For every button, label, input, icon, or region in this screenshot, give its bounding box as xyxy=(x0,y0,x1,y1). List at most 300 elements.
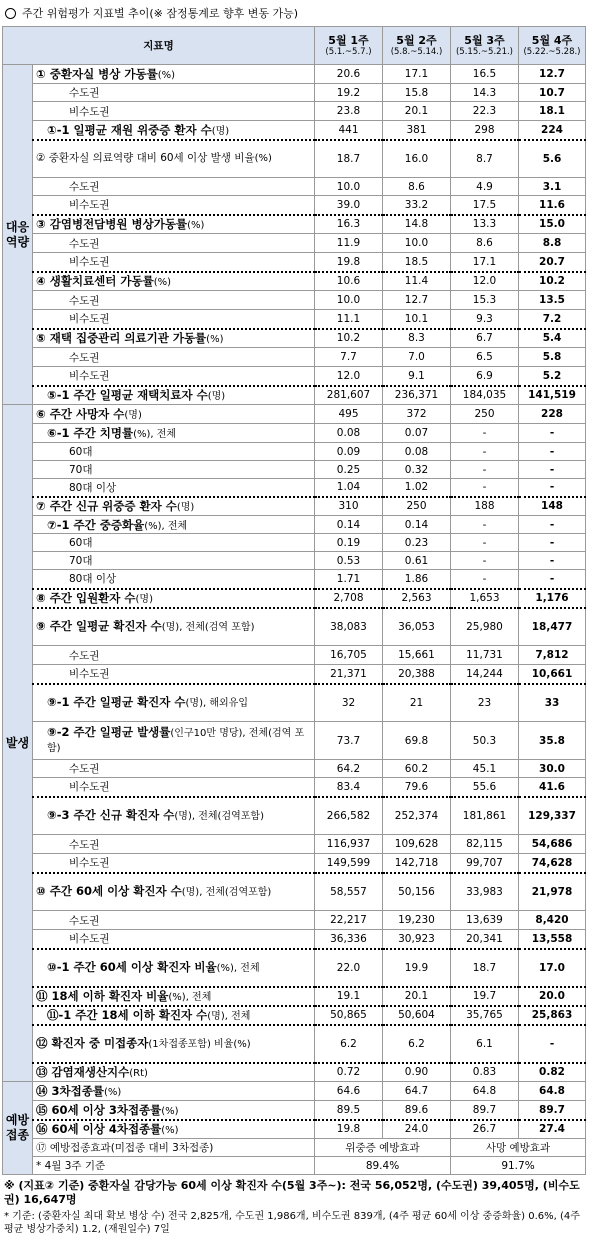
cell-week-1: 0.09 xyxy=(315,443,383,461)
cell-week-4: 17.0 xyxy=(519,949,586,987)
row-label xyxy=(33,348,315,367)
footer-row-values xyxy=(3,1157,586,1175)
cell-week-4: 10,661 xyxy=(519,665,586,684)
row-label xyxy=(33,570,315,589)
cell-week-1: 310 xyxy=(315,497,383,516)
cell-week-4: 141,519 xyxy=(519,386,586,405)
footer-row-effect xyxy=(3,1139,586,1157)
row-label-main: 수도권 xyxy=(69,181,100,193)
row-label-main: 60대 xyxy=(69,446,93,458)
cell-week-2: 64.7 xyxy=(383,1082,451,1101)
row-label xyxy=(33,461,315,479)
header-row xyxy=(3,27,586,65)
cell-week-2: 20.1 xyxy=(383,102,451,121)
circle-bullet-icon xyxy=(5,8,16,19)
cell-week-3: 23 xyxy=(451,684,519,722)
cell-week-1: 10.2 xyxy=(315,329,383,348)
row-label xyxy=(33,178,315,196)
row-label xyxy=(33,646,315,665)
cell-week-2: 142,718 xyxy=(383,854,451,873)
row-label xyxy=(33,778,315,797)
table-row xyxy=(3,461,586,479)
row-label xyxy=(33,65,315,84)
cell-week-4: 5.2 xyxy=(519,367,586,386)
cell-week-1: 16,705 xyxy=(315,646,383,665)
cell-week-3: 0.83 xyxy=(451,1063,519,1082)
cell-week-2: 10.1 xyxy=(383,310,451,329)
cell-week-2: 7.0 xyxy=(383,348,451,367)
cell-week-3: - xyxy=(451,461,519,479)
row-label-unit: (%) xyxy=(103,1087,122,1098)
cell-week-1: 11.1 xyxy=(315,310,383,329)
row-label-main: 70대 xyxy=(69,464,93,476)
cell-week-4: - xyxy=(519,1025,586,1063)
row-label xyxy=(33,589,315,608)
cell-week-3: 8.7 xyxy=(451,140,519,178)
cell-week-1: 16.3 xyxy=(315,215,383,234)
row-label xyxy=(33,797,315,835)
cell-week-3: 15.3 xyxy=(451,291,519,310)
row-label-main: 수도권 xyxy=(69,87,100,99)
row-label-unit: (%) xyxy=(206,334,224,346)
cell-week-2: 20,388 xyxy=(383,665,451,684)
footer-value-severe: 89.4% xyxy=(315,1157,451,1175)
row-label-unit: (%), 전체 xyxy=(168,992,212,1003)
cell-week-1: 441 xyxy=(315,121,383,140)
cell-week-3: 45.1 xyxy=(451,760,519,778)
row-label-main: ② 중환자실 의료역량 대비 60세 이상 발생 비율 xyxy=(36,152,255,165)
cell-week-1: 116,937 xyxy=(315,835,383,854)
cell-week-2: 0.08 xyxy=(383,443,451,461)
table-row xyxy=(3,516,586,534)
row-label-main: 비수도권 xyxy=(69,933,110,946)
cell-week-4: 27.4 xyxy=(519,1120,586,1139)
row-label-unit: (명) xyxy=(124,410,142,421)
row-label-main: 수도권 xyxy=(69,649,100,662)
row-label xyxy=(33,196,315,215)
cell-week-2: 372 xyxy=(383,405,451,424)
cell-week-1: 10.0 xyxy=(315,178,383,196)
cell-week-3: 9.3 xyxy=(451,310,519,329)
cell-week-2: 21 xyxy=(383,684,451,722)
row-label xyxy=(33,911,315,930)
row-label xyxy=(33,1063,315,1082)
cell-week-3: 35,765 xyxy=(451,1006,519,1025)
row-label-main: 수도권 xyxy=(69,763,100,775)
row-label-unit: (%), 전체 xyxy=(133,429,177,440)
cell-week-2: 14.8 xyxy=(383,215,451,234)
row-label xyxy=(33,1101,315,1120)
row-label xyxy=(33,930,315,949)
cell-week-4: 3.1 xyxy=(519,178,586,196)
cell-week-3: 1,653 xyxy=(451,589,519,608)
cell-week-3: 181,861 xyxy=(451,797,519,835)
row-label-main: ⑩ 주간 60세 이상 확진자 수 xyxy=(36,883,182,898)
row-label xyxy=(33,854,315,873)
cell-week-4: 224 xyxy=(519,121,586,140)
row-label xyxy=(33,234,315,253)
row-label-main: 수도권 xyxy=(69,294,100,307)
cell-week-1: 36,336 xyxy=(315,930,383,949)
group-label-capacity: 대응역량 xyxy=(3,65,33,405)
cell-week-2: 0.90 xyxy=(383,1063,451,1082)
row-label xyxy=(33,552,315,570)
row-label xyxy=(33,722,315,760)
cell-week-2: 10.0 xyxy=(383,234,451,253)
row-label-main: ⑤ 재택 집중관리 의료기관 가동률 xyxy=(36,331,207,346)
row-label-main: ⑫ 확진자 중 미접종자 xyxy=(36,1035,149,1050)
row-label-main: 80대 이상 xyxy=(69,481,117,494)
cell-week-3: 33,983 xyxy=(451,873,519,911)
cell-week-4: 18.1 xyxy=(519,102,586,121)
table-title-text: 주간 위험평가 지표별 추이(※ 잠정통계로 향후 변동 가능) xyxy=(22,7,299,20)
cell-week-4: 1,176 xyxy=(519,589,586,608)
row-label-main: 수도권 xyxy=(69,838,100,851)
cell-week-4: - xyxy=(519,516,586,534)
row-label-main: ①-1 일평균 재원 위중증 환자 수 xyxy=(47,122,212,137)
header-name: 지표명 xyxy=(3,27,315,65)
row-label-main: 수도권 xyxy=(69,914,100,927)
row-label-main: 수도권 xyxy=(69,237,100,250)
cell-week-1: 0.53 xyxy=(315,552,383,570)
cell-week-3: - xyxy=(451,552,519,570)
cell-week-2: 250 xyxy=(383,497,451,516)
table-row xyxy=(3,760,586,778)
cell-week-2: 79.6 xyxy=(383,778,451,797)
cell-week-3: 99,707 xyxy=(451,854,519,873)
table-row xyxy=(3,570,586,589)
row-label xyxy=(33,367,315,386)
cell-week-2: 236,371 xyxy=(383,386,451,405)
cell-week-4: 5.6 xyxy=(519,140,586,178)
cell-week-4: 18,477 xyxy=(519,608,586,646)
group-label-prevention: 예방접종 xyxy=(3,1082,33,1175)
cell-week-4: 11.6 xyxy=(519,196,586,215)
cell-week-3: - xyxy=(451,479,519,497)
row-label-main: ① 중환자실 병상 가동률 xyxy=(36,67,158,81)
footer-effect-severe: 위중증 예방효과 xyxy=(315,1139,451,1157)
row-label xyxy=(33,1025,315,1063)
row-label xyxy=(33,424,315,443)
cell-week-3: 13,639 xyxy=(451,911,519,930)
table-row xyxy=(3,84,586,102)
cell-week-1: 0.08 xyxy=(315,424,383,443)
cell-week-1: 19.8 xyxy=(315,253,383,272)
cell-week-3: 16.5 xyxy=(451,65,519,84)
cell-week-4: 10.7 xyxy=(519,84,586,102)
table-row xyxy=(3,1063,586,1082)
table-row xyxy=(3,424,586,443)
cell-week-1: 58,557 xyxy=(315,873,383,911)
cell-week-3: - xyxy=(451,570,519,589)
cell-week-2: 1.02 xyxy=(383,479,451,497)
cell-week-4: 13,558 xyxy=(519,930,586,949)
table-row xyxy=(3,479,586,497)
row-label-unit: (명), 전체 xyxy=(207,1011,251,1022)
table-row xyxy=(3,911,586,930)
cell-week-1: 7.7 xyxy=(315,348,383,367)
cell-week-3: 6.9 xyxy=(451,367,519,386)
cell-week-2: 19.9 xyxy=(383,949,451,987)
cell-week-4: 7,812 xyxy=(519,646,586,665)
cell-week-2: 11.4 xyxy=(383,272,451,291)
row-label xyxy=(33,310,315,329)
cell-week-4: 8.8 xyxy=(519,234,586,253)
row-label-main: ⑥ 주간 사망자 수 xyxy=(36,407,125,421)
footnote-criteria: * 기준: (중환자실 최대 확보 병상 수) 전국 2,825개, 수도권 1,986개, 비수도권 839개, (4주 평균 60세 이상 중증화율) 0.6%, (4주 평균 병상가중치) 1.2, (재원일수) 7일 xyxy=(4,1211,580,1235)
cell-week-2: 33.2 xyxy=(383,196,451,215)
cell-week-1: 89.5 xyxy=(315,1101,383,1120)
row-label xyxy=(33,329,315,348)
cell-week-3: - xyxy=(451,424,519,443)
cell-week-1: 2,708 xyxy=(315,589,383,608)
row-label xyxy=(33,684,315,722)
row-label-main: 60대 xyxy=(69,537,93,549)
row-label-main: 80대 이상 xyxy=(69,573,117,586)
row-label-main: 70대 xyxy=(69,555,93,567)
cell-week-1: 50,865 xyxy=(315,1006,383,1025)
cell-week-3: - xyxy=(451,443,519,461)
cell-week-1: 149,599 xyxy=(315,854,383,873)
table-title xyxy=(2,3,298,23)
cell-week-4: - xyxy=(519,534,586,552)
cell-week-2: 50,604 xyxy=(383,1006,451,1025)
cell-week-2: 17.1 xyxy=(383,65,451,84)
cell-week-2: 2,563 xyxy=(383,589,451,608)
table-row xyxy=(3,405,586,424)
cell-week-2: 19,230 xyxy=(383,911,451,930)
table-row xyxy=(3,1006,586,1025)
footer-effect-label: ⑰ 예방접종효과(미접종 대비 3차접종) xyxy=(33,1139,315,1157)
cell-week-4: - xyxy=(519,424,586,443)
row-label-main: ④ 생활치료센터 가동률 xyxy=(36,274,154,289)
cell-week-2: 0.61 xyxy=(383,552,451,570)
row-label xyxy=(33,291,315,310)
row-label xyxy=(33,84,315,102)
cell-week-3: 6.5 xyxy=(451,348,519,367)
cell-week-2: 0.32 xyxy=(383,461,451,479)
row-label xyxy=(33,497,315,516)
table-row xyxy=(3,178,586,196)
group-label-occurrence: 발생 xyxy=(3,405,33,1082)
table-row xyxy=(3,348,586,367)
cell-week-3: - xyxy=(451,516,519,534)
table-row xyxy=(3,930,586,949)
table-row xyxy=(3,646,586,665)
table-row xyxy=(3,443,586,461)
row-label-unit: (%) xyxy=(153,277,172,289)
cell-week-1: 22,217 xyxy=(315,911,383,930)
cell-week-3: 14,244 xyxy=(451,665,519,684)
cell-week-4: 8,420 xyxy=(519,911,586,930)
table-row xyxy=(3,1120,586,1139)
row-label xyxy=(33,665,315,684)
cell-week-2: 12.7 xyxy=(383,291,451,310)
cell-week-3: 17.5 xyxy=(451,196,519,215)
row-label-unit: (%) xyxy=(161,1125,179,1137)
table-row xyxy=(3,497,586,516)
cell-week-2: 381 xyxy=(383,121,451,140)
row-label-main: 비수도권 xyxy=(69,105,110,118)
cell-week-1: 0.72 xyxy=(315,1063,383,1082)
row-label-main: ⑨-3 주간 신규 확진자 수 xyxy=(47,807,175,822)
cell-week-3: 14.3 xyxy=(451,84,519,102)
cell-week-4: - xyxy=(519,479,586,497)
row-label-unit: (명) xyxy=(211,125,230,137)
row-label-main: 비수도권 xyxy=(69,256,110,269)
cell-week-2: 15.8 xyxy=(383,84,451,102)
cell-week-1: 64.6 xyxy=(315,1082,383,1101)
cell-week-3: 82,115 xyxy=(451,835,519,854)
cell-week-4: 64.8 xyxy=(519,1082,586,1101)
row-label xyxy=(33,272,315,291)
cell-week-3: 55.6 xyxy=(451,778,519,797)
row-label xyxy=(33,1082,315,1101)
cell-week-2: 60.2 xyxy=(383,760,451,778)
row-label-unit: (%) xyxy=(161,1105,179,1117)
cell-week-1: 11.9 xyxy=(315,234,383,253)
cell-week-1: 73.7 xyxy=(315,722,383,760)
cell-week-4: 129,337 xyxy=(519,797,586,835)
row-label-main: ⑦ 주간 신규 위중증 환자 수 xyxy=(36,499,177,514)
table-row xyxy=(3,949,586,987)
cell-week-2: 1.86 xyxy=(383,570,451,589)
cell-week-2: 24.0 xyxy=(383,1120,451,1139)
row-label xyxy=(33,835,315,854)
row-label xyxy=(33,479,315,497)
cell-week-2: 0.23 xyxy=(383,534,451,552)
table-row xyxy=(3,65,586,84)
header-week-1: 5월 1주 (5.1.~5.7.) xyxy=(315,27,383,65)
table-row xyxy=(3,140,586,178)
row-label-unit: (명) xyxy=(135,594,153,605)
cell-week-3: 50.3 xyxy=(451,722,519,760)
cell-week-3: 250 xyxy=(451,405,519,424)
row-label-unit: (%) xyxy=(187,220,205,232)
table-row xyxy=(3,310,586,329)
cell-week-1: 10.6 xyxy=(315,272,383,291)
cell-week-4: 20.7 xyxy=(519,253,586,272)
cell-week-4: 10.2 xyxy=(519,272,586,291)
table-row xyxy=(3,778,586,797)
cell-week-4: 5.4 xyxy=(519,329,586,348)
table-row xyxy=(3,253,586,272)
cell-week-3: 4.9 xyxy=(451,178,519,196)
cell-week-3: 19.7 xyxy=(451,987,519,1006)
footer-basis-label: * 4월 3주 기준 xyxy=(33,1157,315,1175)
cell-week-2: 8.6 xyxy=(383,178,451,196)
row-label-main: ⑪ 18세 이하 확진자 비율 xyxy=(36,989,169,1003)
cell-week-3: 13.3 xyxy=(451,215,519,234)
cell-week-2: 36,053 xyxy=(383,608,451,646)
cell-week-3: 188 xyxy=(451,497,519,516)
cell-week-1: 10.0 xyxy=(315,291,383,310)
row-label xyxy=(33,215,315,234)
row-label xyxy=(33,949,315,987)
row-label-main: ⑨-2 주간 일평균 발생률 xyxy=(47,725,171,739)
cell-week-1: 0.14 xyxy=(315,516,383,534)
cell-week-2: 15,661 xyxy=(383,646,451,665)
row-label-unit: (명), 해외유입 xyxy=(185,697,248,709)
row-label xyxy=(33,608,315,646)
cell-week-2: 50,156 xyxy=(383,873,451,911)
cell-week-2: 89.6 xyxy=(383,1101,451,1120)
row-label-unit: (명) xyxy=(207,391,226,403)
cell-week-3: 17.1 xyxy=(451,253,519,272)
cell-week-4: - xyxy=(519,443,586,461)
table-row xyxy=(3,386,586,405)
row-label-main: ③ 감염병전담병원 병상가동률 xyxy=(36,217,188,232)
cell-week-2: 252,374 xyxy=(383,797,451,835)
table-row xyxy=(3,291,586,310)
cell-week-2: 109,628 xyxy=(383,835,451,854)
cell-week-3: 89.7 xyxy=(451,1101,519,1120)
cell-week-3: 18.7 xyxy=(451,949,519,987)
table-row xyxy=(3,608,586,646)
table-row xyxy=(3,684,586,722)
row-label xyxy=(33,140,315,178)
row-label-main: 비수도권 xyxy=(69,199,110,212)
cell-week-3: 20,341 xyxy=(451,930,519,949)
header-week-2: 5월 2주 (5.8.~5.14.) xyxy=(383,27,451,65)
cell-week-4: 15.0 xyxy=(519,215,586,234)
row-label xyxy=(33,534,315,552)
cell-week-3: 11,731 xyxy=(451,646,519,665)
table-row xyxy=(3,835,586,854)
cell-week-1: 495 xyxy=(315,405,383,424)
row-label xyxy=(33,516,315,534)
row-label xyxy=(33,386,315,405)
cell-week-1: 83.4 xyxy=(315,778,383,797)
row-label-main: 비수도권 xyxy=(69,668,110,681)
table-row xyxy=(3,873,586,911)
row-label-unit: (%) xyxy=(254,153,272,165)
table-row xyxy=(3,722,586,760)
row-label-unit: (명), 전체(검역포함) xyxy=(181,886,272,898)
cell-week-4: 41.6 xyxy=(519,778,586,797)
cell-week-3: 6.7 xyxy=(451,329,519,348)
cell-week-3: 64.8 xyxy=(451,1082,519,1101)
header-week-3: 5월 3주 (5.15.~5.21.) xyxy=(451,27,519,65)
cell-week-1: 23.8 xyxy=(315,102,383,121)
row-label-main: ⑭ 3차접종률 xyxy=(36,1084,104,1098)
cell-week-4: 35.8 xyxy=(519,722,586,760)
table-row xyxy=(3,552,586,570)
cell-week-1: 1.04 xyxy=(315,479,383,497)
cell-week-2: 9.1 xyxy=(383,367,451,386)
cell-week-3: - xyxy=(451,534,519,552)
cell-week-2: 16.0 xyxy=(383,140,451,178)
cell-week-1: 39.0 xyxy=(315,196,383,215)
cell-week-1: 281,607 xyxy=(315,386,383,405)
row-label-unit: (1차접종포함) 비율(%) xyxy=(148,1038,251,1050)
cell-week-2: 30,923 xyxy=(383,930,451,949)
row-label-main: ⑥-1 주간 치명률 xyxy=(47,426,134,440)
row-label xyxy=(33,987,315,1006)
row-label-unit: (명), 전체(검역포함) xyxy=(174,810,264,822)
cell-week-1: 12.0 xyxy=(315,367,383,386)
row-label-main: ⑯ 60세 이상 4차접종률 xyxy=(36,1122,162,1137)
cell-week-3: 25,980 xyxy=(451,608,519,646)
indicator-table xyxy=(2,26,586,1175)
cell-week-3: 184,035 xyxy=(451,386,519,405)
cell-week-1: 0.25 xyxy=(315,461,383,479)
cell-week-1: 6.2 xyxy=(315,1025,383,1063)
table-row xyxy=(3,1101,586,1120)
cell-week-2: 69.8 xyxy=(383,722,451,760)
row-label xyxy=(33,121,315,140)
table-row xyxy=(3,121,586,140)
